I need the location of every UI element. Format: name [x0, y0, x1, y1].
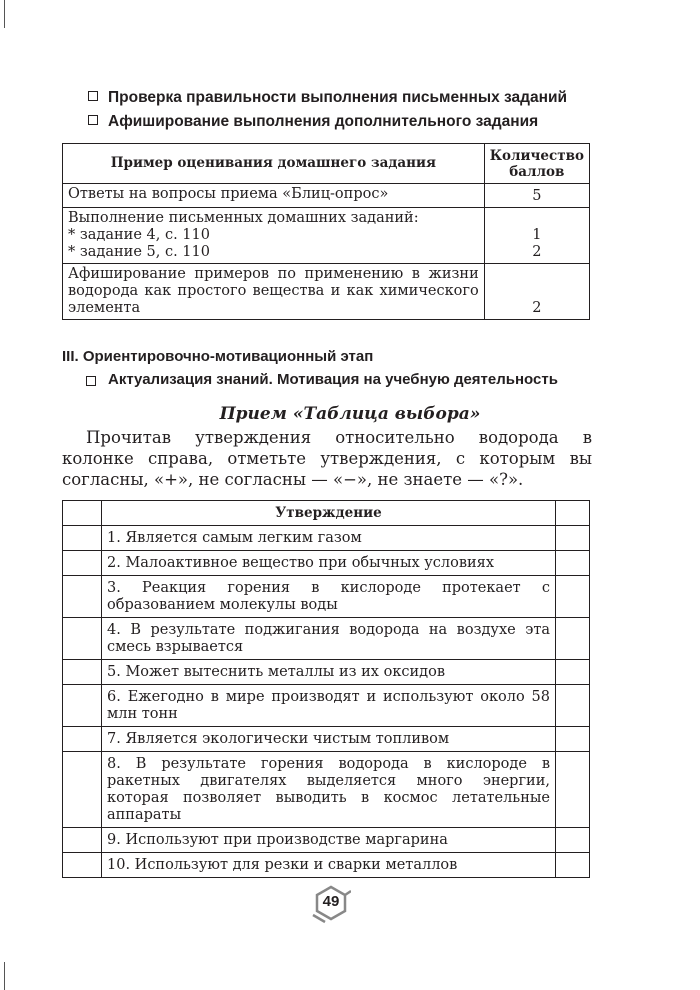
mark-cell-right[interactable] — [556, 618, 590, 660]
line: 2 — [532, 244, 542, 260]
statement: 5. Может вытеснить металлы из их оксидов — [102, 660, 556, 685]
table-row — [63, 264, 590, 320]
line: * задание 5, с. 110 — [68, 244, 210, 260]
checkbox-bullet-icon — [86, 376, 96, 386]
instruction-text: Прочитав утверждения относительно водорода в колонке справа, отметьте утверждения, с которым вы согласны, «+», не согласны — «−», не знаете — «?». — [62, 428, 592, 489]
mark-cell-left[interactable] — [63, 752, 102, 828]
mark-cell-left[interactable] — [63, 576, 102, 618]
table-row — [63, 551, 590, 576]
statement: 10. Используют для резки и сварки металлов — [102, 853, 556, 878]
table-row — [63, 685, 590, 727]
mark-cell-left[interactable] — [63, 660, 102, 685]
points — [484, 208, 589, 264]
mark-cell-left[interactable] — [63, 853, 102, 878]
table-row — [63, 184, 590, 208]
sub-bullet — [88, 372, 593, 388]
mark-cell-left[interactable] — [63, 828, 102, 853]
mark-cell-left[interactable] — [63, 526, 102, 551]
bullet-text: Проверка правильности выполнения письменных заданий — [108, 89, 568, 106]
sub-bullet-text: Актуализация знаний. Мотивация на учебную деятельность — [108, 371, 558, 388]
mark-cell-left[interactable] — [63, 727, 102, 752]
mark-cell-right[interactable] — [556, 526, 590, 551]
mark-cell-left[interactable] — [63, 618, 102, 660]
mark-cell-right[interactable] — [556, 685, 590, 727]
line: 1 — [532, 227, 542, 243]
page-number: 49 — [322, 893, 340, 910]
statement: 3. Реакция горения в кислороде протекает с образованием молекулы воды — [102, 576, 556, 618]
mark-cell-left[interactable] — [63, 685, 102, 727]
checkbox-bullet-icon — [88, 91, 98, 101]
checkbox-bullet-icon — [88, 115, 98, 125]
criterion: Ответы на вопросы приема «Блиц-опрос» — [63, 184, 485, 208]
criterion — [63, 208, 485, 264]
page-edge-mark — [4, 0, 5, 28]
homework-grading-table — [62, 143, 590, 320]
table-row — [63, 853, 590, 878]
line: * задание 4, с. 110 — [68, 227, 210, 243]
table-row — [63, 727, 590, 752]
bullet-text: Афиширование выполнения дополнительного задания — [108, 113, 539, 130]
mark-cell-right[interactable] — [556, 660, 590, 685]
statement: 1. Является самым легким газом — [102, 526, 556, 551]
table-row — [63, 828, 590, 853]
statement: 2. Малоактивное вещество при обычных условиях — [102, 551, 556, 576]
table-row — [63, 576, 590, 618]
bullet-item — [88, 113, 538, 131]
statement: 9. Используют при производстве маргарина — [102, 828, 556, 853]
mark-cell-right[interactable] — [556, 727, 590, 752]
line: Выполнение письменных домашних заданий: — [68, 210, 419, 226]
statement: 6. Ежегодно в мире производят и используют около 58 млн тонн — [102, 685, 556, 727]
table-header: Количество баллов — [484, 144, 589, 184]
mark-cell-left[interactable] — [63, 551, 102, 576]
mark-cell-right[interactable] — [556, 752, 590, 828]
mark-cell-right[interactable] — [556, 501, 590, 526]
bullet-item — [88, 89, 567, 107]
table-row — [63, 208, 590, 264]
table-row — [63, 618, 590, 660]
statement: 7. Является экологически чистым топливом — [102, 727, 556, 752]
table-header: Пример оценивания домашнего задания — [63, 144, 485, 184]
mark-cell-right[interactable] — [556, 551, 590, 576]
mark-cell-right[interactable] — [556, 576, 590, 618]
table-row — [63, 752, 590, 828]
method-title: Прием «Таблица выбора» — [219, 404, 481, 424]
points: 2 — [484, 264, 589, 320]
criterion: Афиширование примеров по применению в жизни водорода как простого вещества и как химического элемента — [63, 264, 485, 320]
table-row — [63, 660, 590, 685]
mark-cell-right[interactable] — [556, 828, 590, 853]
choice-table — [62, 500, 590, 878]
table-row — [63, 526, 590, 551]
statement: 8. В результате горения водорода в кислороде в ракетных двигателях выделяется много энергии, которая позволяет выводить в космос летательные аппараты — [102, 752, 556, 828]
page-edge-mark — [4, 962, 5, 990]
mark-cell-left[interactable] — [63, 501, 102, 526]
statement: 4. В результате поджигания водорода на воздухе эта смесь взрывается — [102, 618, 556, 660]
mark-cell-right[interactable] — [556, 853, 590, 878]
table-header: Утверждение — [102, 501, 556, 526]
section-title: III. Ориентировочно-мотивационный этап — [62, 348, 374, 365]
points: 5 — [484, 184, 589, 208]
